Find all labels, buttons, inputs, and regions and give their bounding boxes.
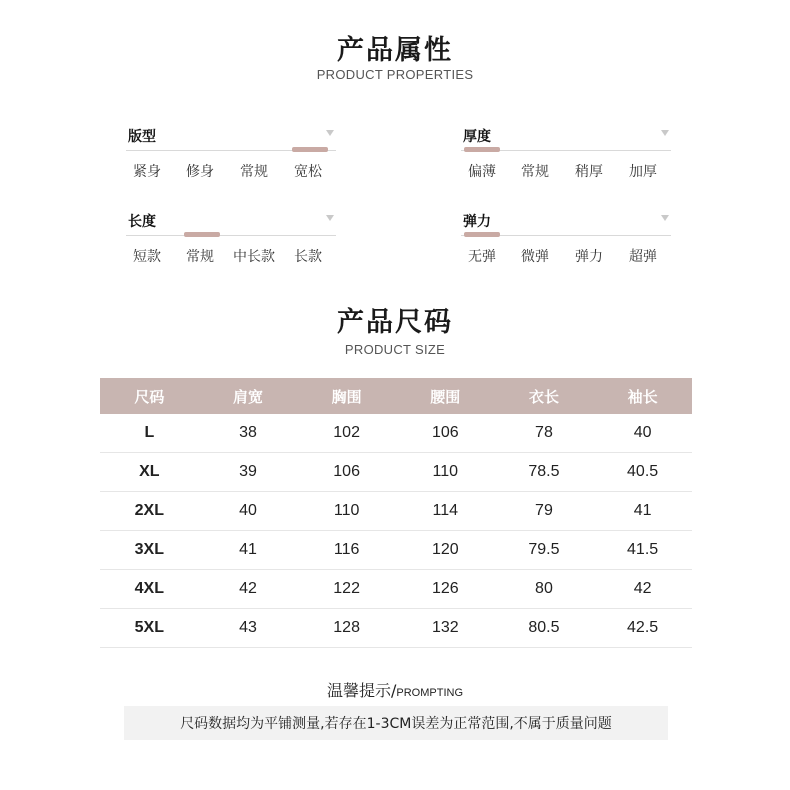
table-cell: 79.5 — [528, 541, 560, 558]
prompt-box — [124, 706, 668, 740]
table-cell: 4XL — [134, 580, 164, 597]
table-cell: 39 — [239, 463, 257, 480]
property-name: 长度 — [128, 214, 156, 230]
property-option: 常规 — [186, 249, 214, 265]
table-cell: 43 — [239, 619, 257, 636]
properties-subtitle: PRODUCT PROPERTIES — [316, 67, 474, 82]
table-cell: 132 — [431, 619, 459, 636]
table-cell: 120 — [431, 541, 459, 558]
table-row — [100, 414, 692, 453]
table-cell: 106 — [431, 424, 459, 441]
table-cell: 40 — [633, 424, 652, 441]
property-name: 版型 — [128, 129, 156, 145]
size-table — [100, 378, 692, 648]
table-cell: 79 — [535, 502, 553, 519]
table-cell: 2XL — [134, 502, 164, 519]
table-row — [100, 492, 692, 531]
property-option: 紧身 — [133, 164, 161, 180]
property-name: 厚度 — [463, 129, 491, 145]
divider — [126, 235, 336, 236]
table-row — [100, 531, 692, 570]
properties-title: 产品属性 — [337, 35, 453, 66]
property-elasticity — [461, 211, 671, 271]
table-row — [100, 570, 692, 609]
table-cell: 78 — [535, 424, 553, 441]
property-name: 弹力 — [463, 214, 491, 230]
table-cell: 40.5 — [627, 463, 659, 480]
property-length — [126, 211, 336, 271]
table-cell: 3XL — [134, 541, 164, 558]
table-cell: 80 — [535, 580, 553, 597]
prompt-title-cn: 温馨提示/ — [326, 681, 397, 700]
table-cell: 122 — [333, 580, 360, 597]
prompt-text: 尺码数据均为平铺测量,若存在1-3CM误差为正常范围,不属于质量问题 — [180, 716, 612, 732]
selected-marker — [464, 147, 500, 152]
table-cell: 42 — [239, 580, 257, 597]
table-cell: 40 — [239, 502, 257, 519]
selected-marker — [292, 147, 328, 152]
header-cell: 尺码 — [134, 387, 165, 406]
table-cell: 5XL — [134, 619, 164, 636]
table-cell: L — [144, 424, 155, 441]
selected-marker — [184, 232, 220, 237]
prompt-title — [0, 678, 790, 701]
table-cell: 110 — [432, 463, 459, 480]
size-title: 产品尺码 — [337, 307, 453, 338]
property-option: 常规 — [240, 164, 268, 180]
table-cell: 41 — [633, 502, 652, 519]
property-option: 宽松 — [294, 164, 322, 180]
size-subtitle: PRODUCT SIZE — [344, 342, 446, 357]
table-cell: 116 — [333, 541, 360, 558]
table-cell: 128 — [333, 619, 360, 636]
table-row — [100, 609, 692, 648]
header-cell: 腰围 — [430, 387, 461, 406]
property-option: 微弹 — [521, 249, 549, 265]
table-cell: 78.5 — [528, 463, 560, 480]
dropdown-arrow-icon — [661, 130, 669, 136]
property-option: 长款 — [294, 249, 322, 265]
header-cell: 衣长 — [528, 387, 559, 406]
dropdown-arrow-icon — [661, 215, 669, 221]
property-option: 超弹 — [629, 249, 657, 265]
table-cell: 42 — [633, 580, 652, 597]
dropdown-arrow-icon — [326, 130, 334, 136]
table-cell: 41.5 — [627, 541, 659, 558]
table-cell: XL — [139, 463, 160, 480]
dropdown-arrow-icon — [326, 215, 334, 221]
property-option: 中长款 — [233, 249, 275, 265]
table-cell: 41 — [239, 541, 257, 558]
property-option: 短款 — [133, 249, 161, 265]
table-cell: 114 — [432, 502, 459, 519]
table-header — [100, 378, 692, 414]
selected-marker — [464, 232, 500, 237]
table-cell: 106 — [333, 463, 360, 480]
table-cell: 38 — [239, 424, 257, 441]
header-cell: 袖长 — [627, 387, 658, 406]
header-cell: 肩宽 — [232, 387, 263, 406]
table-cell: 102 — [333, 424, 360, 441]
table-cell: 42.5 — [627, 619, 659, 636]
table-cell: 126 — [431, 580, 459, 597]
property-option: 无弹 — [468, 249, 496, 265]
property-fit — [126, 126, 336, 186]
table-cell: 110 — [333, 502, 360, 519]
prompt-title-en: PROMPTING — [396, 687, 464, 699]
property-option: 偏薄 — [468, 164, 496, 180]
property-option: 常规 — [521, 164, 549, 180]
table-cell: 80.5 — [528, 619, 560, 636]
property-option: 修身 — [186, 164, 214, 180]
property-thickness — [461, 126, 671, 186]
header-cell: 胸围 — [331, 387, 362, 406]
property-option: 稍厚 — [575, 164, 603, 180]
property-option: 弹力 — [575, 249, 603, 265]
table-row — [100, 453, 692, 492]
property-option: 加厚 — [629, 164, 657, 180]
